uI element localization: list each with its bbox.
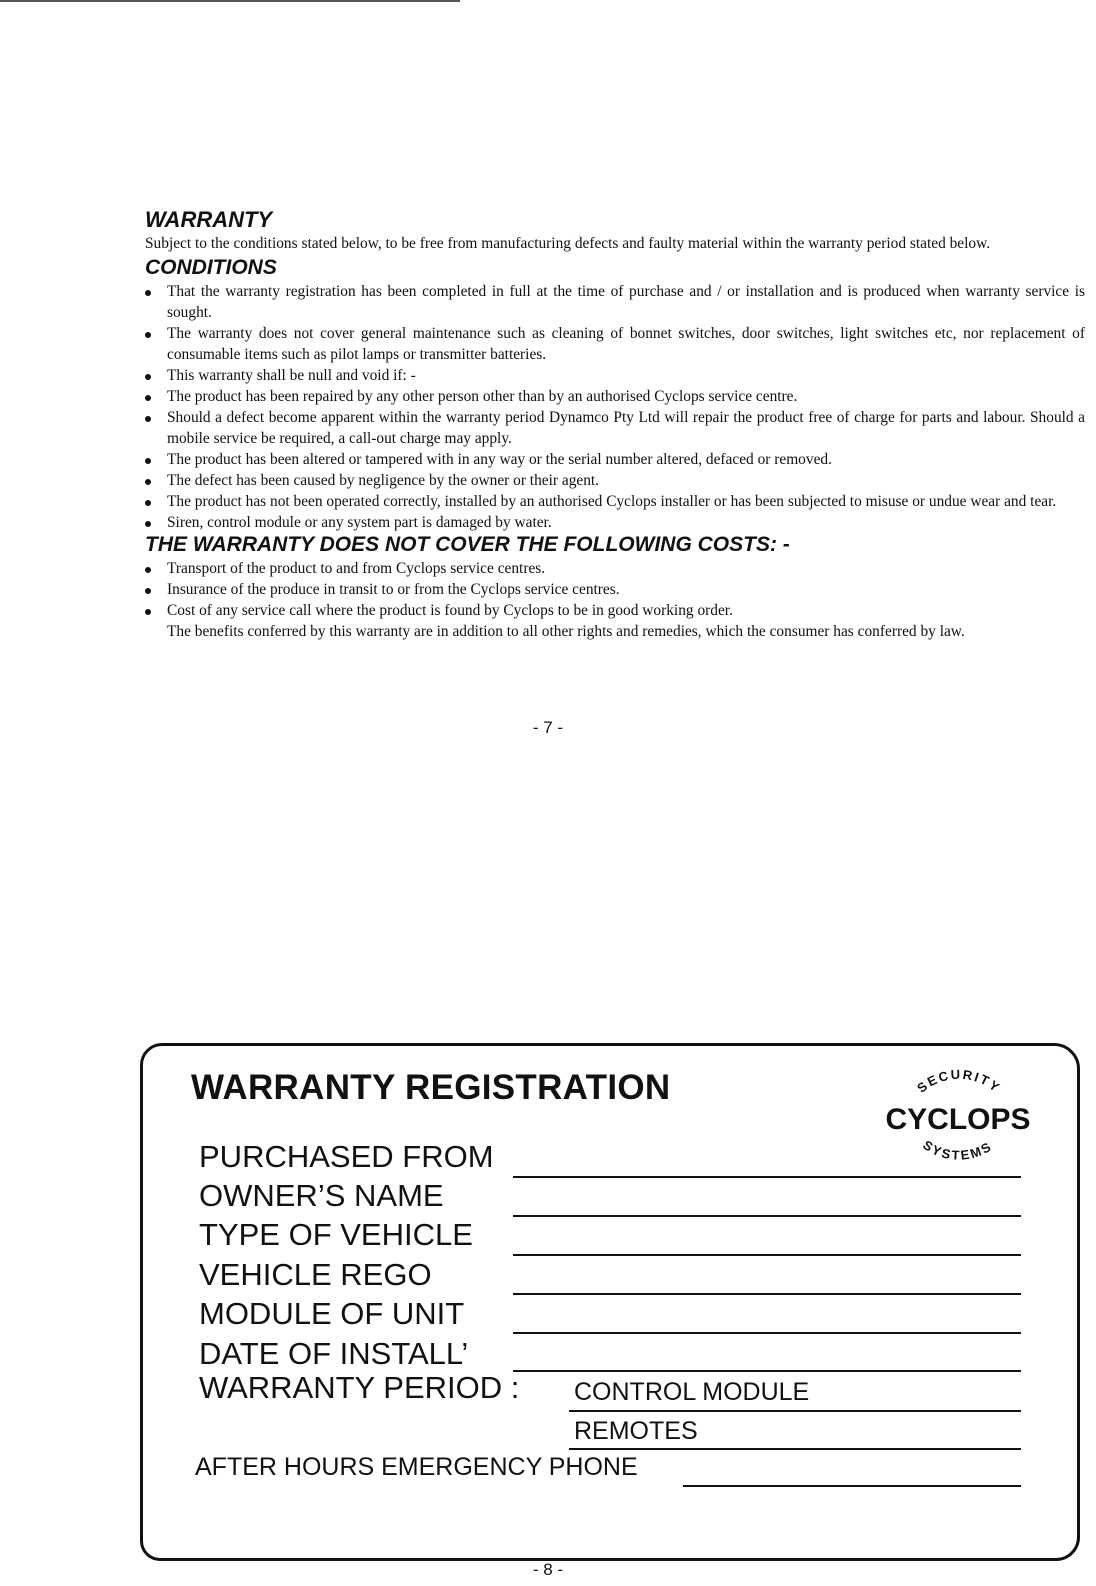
owners-name-line[interactable] (513, 1215, 1021, 1217)
condition-item: This warranty shall be null and void if: - (145, 365, 1085, 386)
type-of-vehicle-label: TYPE OF VEHICLE (199, 1217, 473, 1252)
date-of-install-label: DATE OF INSTALL’ (199, 1336, 469, 1371)
scan-edge-line (0, 0, 460, 2)
condition-item: The product has been altered or tampered with in any way or the serial number altered, defaced or removed. (145, 449, 1085, 470)
purchased-from-line[interactable] (513, 1176, 1021, 1178)
module-of-unit-line[interactable] (513, 1332, 1021, 1334)
control-module-label: CONTROL MODULE (574, 1378, 810, 1406)
control-module-line[interactable] (569, 1410, 1021, 1412)
costs-heading: THE WARRANTY DOES NOT COVER THE FOLLOWING COSTS: - (145, 533, 790, 556)
vehicle-rego-label: VEHICLE REGO (199, 1257, 432, 1292)
condition-item: Should a defect become apparent within the warranty period Dynamco Pty Ltd will repair the product free of charge for parts and labour. Should a mobile service be required, a call-out charge may apply. (145, 407, 1085, 449)
cost-item: Transport of the product to and from Cyclops service centres. (145, 558, 1085, 579)
after-hours-phone-line[interactable] (683, 1485, 1021, 1487)
logo-arc-bottom-text: SYSTEMS (920, 1137, 996, 1163)
warranty-registration-card (140, 1043, 1080, 1561)
condition-item: Siren, control module or any system part is damaged by water. (145, 512, 1085, 533)
condition-item: The warranty does not cover general maintenance such as cleaning of bonnet switches, door switches, light switches etc, nor replacement of consumable items such as pilot lamps or transmitter batteries. (145, 323, 1085, 365)
module-of-unit-label: MODULE OF UNIT (199, 1296, 465, 1331)
warranty-intro-text: Subject to the conditions stated below, to be free from manufacturing defects and faulty material within the warranty period stated below. (145, 235, 991, 252)
remotes-line[interactable] (569, 1448, 1021, 1450)
date-of-install-line[interactable] (513, 1370, 1021, 1372)
condition-item: The product has been repaired by any other person other than by an authorised Cyclops service centre. (145, 386, 1085, 407)
purchased-from-label: PURCHASED FROM (199, 1139, 494, 1174)
condition-item: That the warranty registration has been completed in full at the time of purchase and / or installation and is produced when warranty service is sought. (145, 281, 1085, 323)
warranty-period-label: WARRANTY PERIOD : (199, 1370, 520, 1405)
cyclops-logo (863, 1058, 1053, 1176)
after-hours-phone-label: AFTER HOURS EMERGENCY PHONE (195, 1453, 638, 1481)
page-number-7: - 7 - (532, 718, 564, 737)
registration-title: WARRANTY REGISTRATION (191, 1068, 671, 1107)
type-of-vehicle-line[interactable] (513, 1254, 1021, 1256)
conditions-list (145, 281, 1085, 533)
logo-brand-text: CYCLOPS (885, 1103, 1031, 1136)
condition-item: The product has not been operated correctly, installed by an authorised Cyclops installer or has been subjected to misuse or undue wear and tear. (145, 491, 1085, 512)
warranty-heading: WARRANTY (145, 207, 273, 232)
benefits-text: The benefits conferred by this warranty are in addition to all other rights and remedies, which the consumer has conferred by law. (167, 623, 965, 640)
vehicle-rego-line[interactable] (513, 1293, 1021, 1295)
cost-item: Cost of any service call where the product is found by Cyclops to be in good working order. (145, 600, 1085, 621)
condition-item: The defect has been caused by negligence by the owner or their agent. (145, 470, 1085, 491)
cost-item: Insurance of the produce in transit to or from the Cyclops service centres. (145, 579, 1085, 600)
remotes-label: REMOTES (574, 1417, 698, 1445)
page-number-8: - 8 - (532, 1560, 564, 1579)
owners-name-label: OWNER’S NAME (199, 1178, 444, 1213)
conditions-heading: CONDITIONS (145, 256, 277, 279)
costs-list (145, 558, 1085, 621)
warranty-terms-section (145, 208, 1085, 642)
logo-arc-top-text: SECURITY (914, 1066, 1004, 1096)
